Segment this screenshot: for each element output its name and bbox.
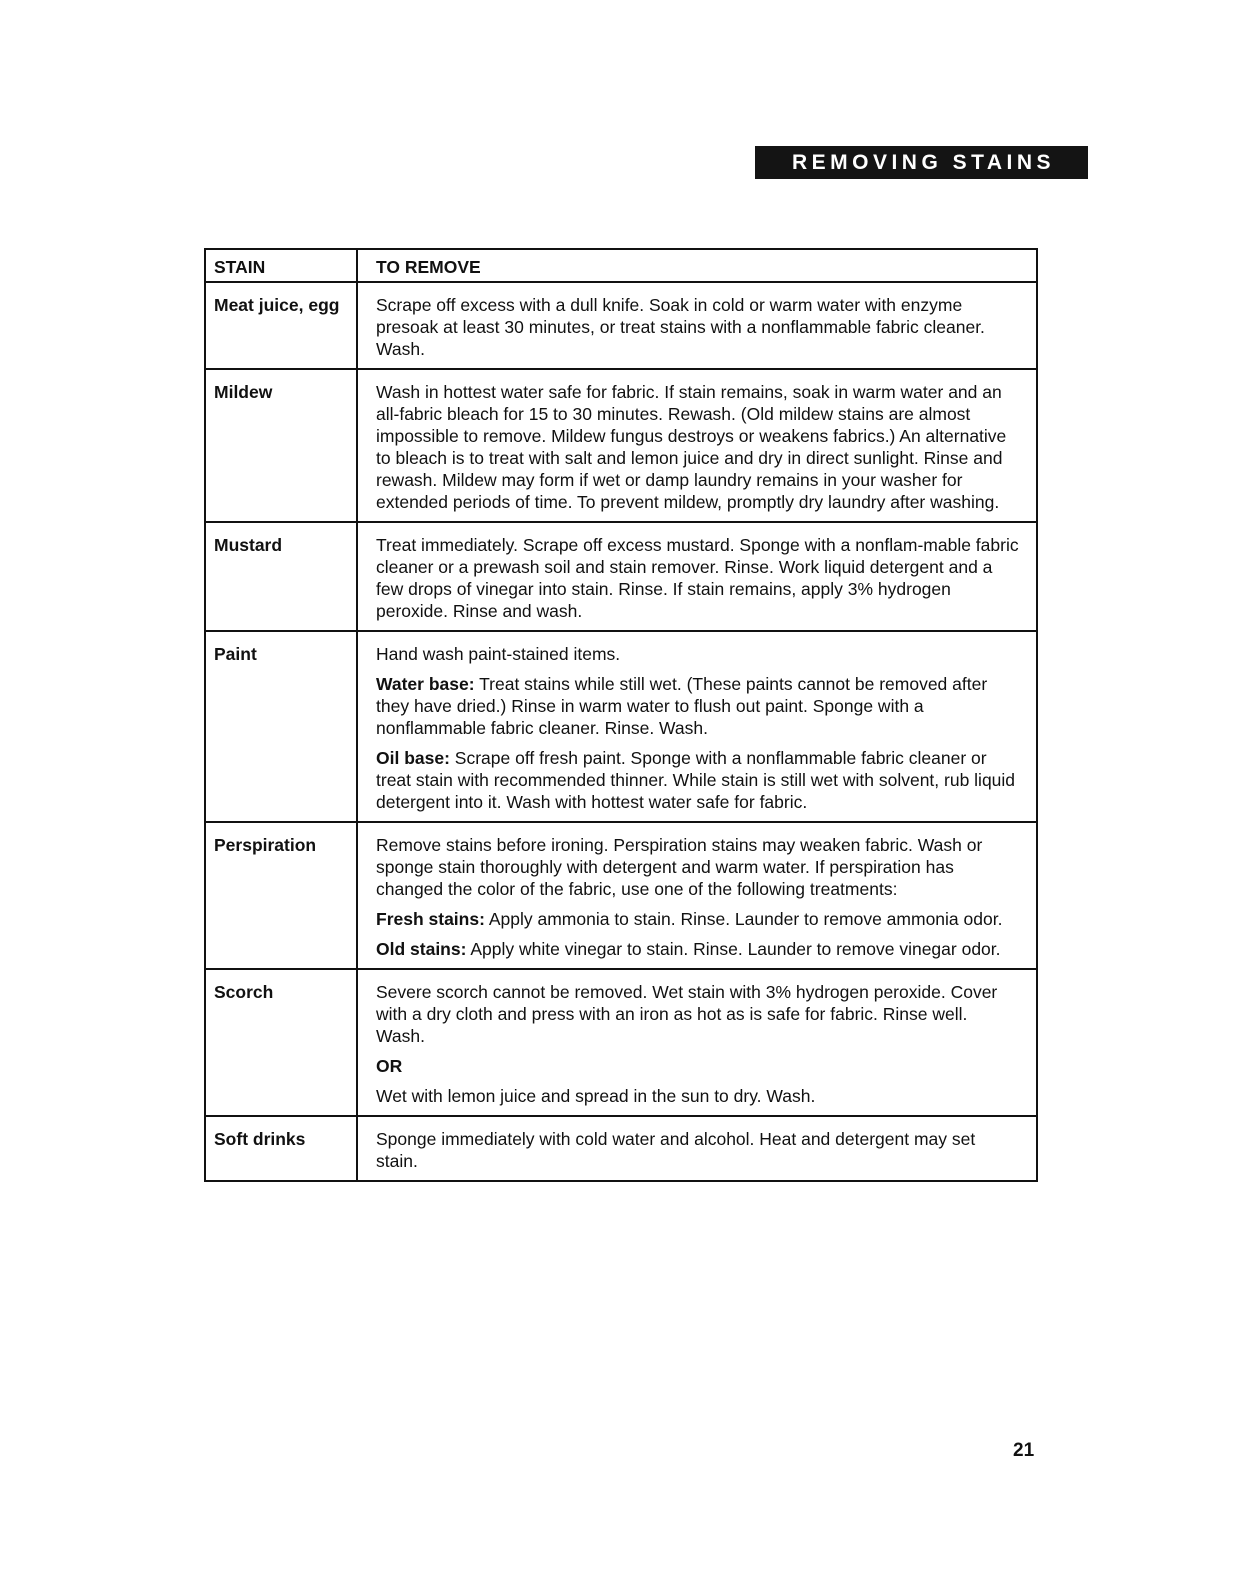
- instruction-text: Severe scorch cannot be removed. Wet stain with 3% hydrogen peroxide. Cover with a dry cloth and press with an iron as hot as is safe for fabric. Rinse well. Wash.: [376, 982, 998, 1046]
- instruction-text: Hand wash paint-stained items.: [376, 644, 621, 664]
- instruction-paragraph: [376, 938, 1020, 960]
- instruction-paragraph: [376, 381, 1020, 513]
- instruction-text: Apply ammonia to stain. Rinse. Launder to remove ammonia odor.: [488, 909, 1003, 929]
- stain-name: Perspiration: [205, 822, 357, 969]
- instruction-text: Treat immediately. Scrape off excess mustard. Sponge with a nonflam-mable fabric cleaner or a prewash soil and stain remover. Rinse. Work liquid detergent and a few drops of vinegar into stain. Rinse. If stain remains, apply 3% hydrogen peroxide. Rinse and wash.: [376, 535, 1019, 621]
- instruction-lead: Old stains:: [376, 939, 467, 959]
- instruction-lead: Water base:: [376, 674, 475, 694]
- instruction-text: Sponge immediately with cold water and alcohol. Heat and detergent may set stain.: [376, 1129, 976, 1171]
- instruction-paragraph: [376, 294, 1020, 360]
- removal-instructions: [357, 822, 1037, 969]
- table-row: [205, 522, 1037, 631]
- instruction-paragraph: [376, 673, 1020, 739]
- instruction-lead: OR: [376, 1056, 403, 1076]
- table-row: [205, 631, 1037, 822]
- table-row: [205, 282, 1037, 369]
- table-row: [205, 369, 1037, 522]
- table-header-row: [205, 249, 1037, 282]
- table-row: [205, 969, 1037, 1116]
- instruction-text: Scrape off fresh paint. Sponge with a nonflammable fabric cleaner or treat stain with recommended thinner. While stain is still wet with solvent, rub liquid detergent into it. Wash with hottest water safe for fabric.: [376, 748, 1016, 812]
- removal-instructions: [357, 282, 1037, 369]
- instruction-paragraph: [376, 1055, 1020, 1077]
- instruction-paragraph: [376, 834, 1020, 900]
- instruction-paragraph: [376, 643, 1020, 665]
- stain-name: Paint: [205, 631, 357, 822]
- removal-instructions: [357, 1116, 1037, 1181]
- instruction-lead: Oil base:: [376, 748, 450, 768]
- instruction-lead: Fresh stains:: [376, 909, 485, 929]
- instruction-text: Apply white vinegar to stain. Rinse. Launder to remove vinegar odor.: [470, 939, 1001, 959]
- instruction-paragraph: [376, 534, 1020, 622]
- instruction-paragraph: [376, 1085, 1020, 1107]
- stain-name: Mustard: [205, 522, 357, 631]
- removal-instructions: [357, 369, 1037, 522]
- instruction-paragraph: [376, 1128, 1020, 1172]
- removal-instructions: [357, 522, 1037, 631]
- column-header-stain: STAIN: [205, 249, 357, 282]
- instruction-text: Remove stains before ironing. Perspiration stains may weaken fabric. Wash or sponge stain thoroughly with detergent and warm water. If perspiration has changed the color of the fabric, use one of the following treatments:: [376, 835, 983, 899]
- instruction-text: Treat stains while still wet. (These paints cannot be removed after they have dried.) Rinse in warm water to flush out paint. Sponge with a nonflammable fabric cleaner. Rinse. Wash.: [376, 674, 988, 738]
- stain-name: Meat juice, egg: [205, 282, 357, 369]
- removal-instructions: [357, 631, 1037, 822]
- page-number: 21: [1013, 1440, 1035, 1461]
- removal-instructions: [357, 969, 1037, 1116]
- instruction-text: Wash in hottest water safe for fabric. If stain remains, soak in warm water and an all-fabric bleach for 15 to 30 minutes. Rewash. (Old mildew stains are almost impossible to remove. Mildew fungus destroys or weakens fabrics.) An alternative to bleach is to treat with salt and lemon juice and dry in direct sunlight. Rinse and rewash. Mildew may form if wet or damp laundry remains in your washer for extended periods of time. To prevent mildew, promptly dry laundry after washing.: [376, 382, 1007, 512]
- instruction-text: Wet with lemon juice and spread in the sun to dry. Wash.: [376, 1086, 816, 1106]
- table-row: [205, 1116, 1037, 1181]
- stain-name: Scorch: [205, 969, 357, 1116]
- stain-removal-table: [204, 248, 1038, 1182]
- section-title: REMOVING STAINS: [755, 146, 1088, 179]
- column-header-to-remove: TO REMOVE: [357, 249, 1037, 282]
- instruction-text: Scrape off excess with a dull knife. Soak in cold or warm water with enzyme presoak at least 30 minutes, or treat stains with a nonflammable fabric cleaner. Wash.: [376, 295, 985, 359]
- stain-name: Mildew: [205, 369, 357, 522]
- instruction-paragraph: [376, 747, 1020, 813]
- table-row: [205, 822, 1037, 969]
- instruction-paragraph: [376, 908, 1020, 930]
- instruction-paragraph: [376, 981, 1020, 1047]
- stain-name: Soft drinks: [205, 1116, 357, 1181]
